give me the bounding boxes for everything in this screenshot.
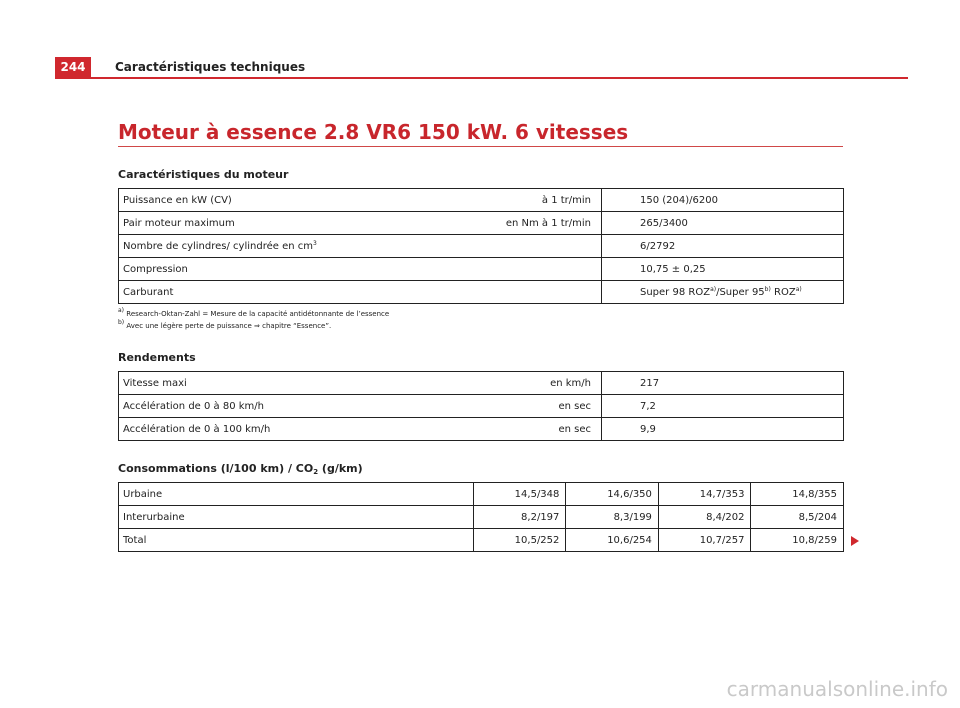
- row-value: 8,3/199: [566, 506, 659, 529]
- table-row: [119, 189, 844, 212]
- table-row: [119, 235, 844, 258]
- row-label: Compression: [119, 258, 478, 281]
- row-label: Nombre de cylindres/ cylindrée en $cm^3$: [119, 235, 478, 258]
- row-value: 10,6/254: [566, 529, 659, 552]
- row-label: Interurbaine: [119, 506, 474, 529]
- row-value: 10,75 ± 0,25: [602, 258, 844, 281]
- table-row: [119, 372, 844, 395]
- row-value: 6/2792: [602, 235, 844, 258]
- row-value: 14,6/350: [566, 483, 659, 506]
- row-unit: [477, 258, 602, 281]
- table-row: [119, 258, 844, 281]
- page-title: Moteur à essence 2.8 VR6 150 kW. 6 vitesses: [118, 120, 629, 144]
- row-unit: en sec: [477, 418, 602, 441]
- row-value: 265/3400: [602, 212, 844, 235]
- consumption-table: [118, 482, 844, 552]
- row-label: Urbaine: [119, 483, 474, 506]
- row-value: 14,8/355: [751, 483, 844, 506]
- footnote-b: $^{b)}$ Avec une légère perte de puissance ⇒ chapitre “Essence”.: [118, 319, 332, 330]
- row-value: 14,5/348: [473, 483, 566, 506]
- row-value: 8,4/202: [658, 506, 751, 529]
- row-value: Super 98 ROZ$^{a)}$/Super 95$^{b)}$ ROZ$^{a)}$: [602, 281, 844, 304]
- row-unit: en Nm à 1 tr/min: [477, 212, 602, 235]
- row-label: Accélération de 0 à 80 km/h: [119, 395, 478, 418]
- page-header: [55, 57, 908, 79]
- header-title: Caractéristiques techniques: [115, 60, 306, 74]
- engine-section-title: Caractéristiques du moteur: [118, 168, 289, 181]
- row-value: 8,2/197: [473, 506, 566, 529]
- table-row: [119, 212, 844, 235]
- row-label: Vitesse maxi: [119, 372, 478, 395]
- performance-section-title: Rendements: [118, 351, 196, 364]
- engine-table: [118, 188, 844, 304]
- row-value: 14,7/353: [658, 483, 751, 506]
- consumption-section-title: Consommations (l/100 $km) / CO_2$ (g/km): [118, 462, 363, 476]
- row-unit: en sec: [477, 395, 602, 418]
- row-unit: à 1 tr/min: [477, 189, 602, 212]
- row-value: 217: [602, 372, 844, 395]
- row-label: Accélération de 0 à 100 km/h: [119, 418, 478, 441]
- row-label: Puissance en kW (CV): [119, 189, 478, 212]
- row-label: Pair moteur maximum: [119, 212, 478, 235]
- performance-table: [118, 371, 844, 441]
- row-value: 9,9: [602, 418, 844, 441]
- title-underline: [118, 146, 843, 147]
- row-unit: en km/h: [477, 372, 602, 395]
- watermark: carmanualsonline.info: [726, 677, 948, 701]
- row-unit: [477, 235, 602, 258]
- table-row: [119, 418, 844, 441]
- row-value: 150 (204)/6200: [602, 189, 844, 212]
- table-row: [119, 506, 844, 529]
- row-value: 7,2: [602, 395, 844, 418]
- row-value: 10,8/259: [751, 529, 844, 552]
- table-row: [119, 483, 844, 506]
- continue-arrow-icon: [851, 536, 859, 546]
- footnote-a: $^{a)}$ Research-Oktan-Zahl = Mesure de la capacité antidétonnante de l’essence: [118, 307, 390, 318]
- table-row: [119, 395, 844, 418]
- table-row: [119, 281, 844, 304]
- row-value: 10,5/252: [473, 529, 566, 552]
- row-value: 10,7/257: [658, 529, 751, 552]
- row-label: Carburant: [119, 281, 478, 304]
- row-label: Total: [119, 529, 474, 552]
- table-row: [119, 529, 844, 552]
- row-unit: [477, 281, 602, 304]
- row-value: 8,5/204: [751, 506, 844, 529]
- page-number: 244: [55, 57, 91, 77]
